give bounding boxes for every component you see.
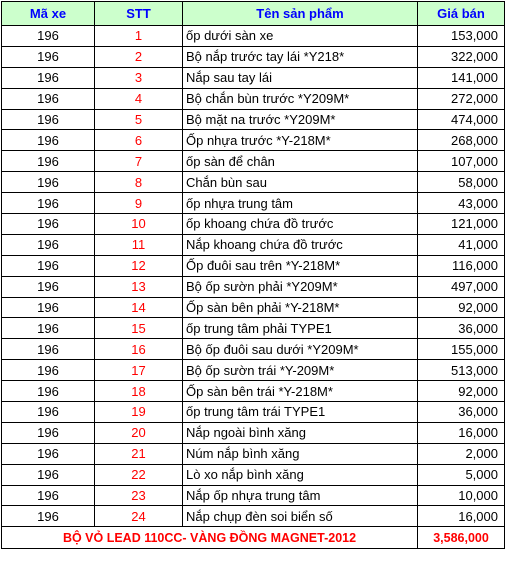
table-row bbox=[2, 109, 505, 130]
cell-ten-san-pham: ốp trung tâm phải TYPE1 bbox=[183, 318, 418, 339]
cell-ma-xe: 196 bbox=[2, 214, 95, 235]
cell-gia-ban: 16,000 bbox=[418, 422, 505, 443]
header-gia-ban: Giá bán bbox=[418, 2, 505, 26]
cell-gia-ban: 513,000 bbox=[418, 360, 505, 381]
cell-gia-ban: 41,000 bbox=[418, 234, 505, 255]
cell-ma-xe: 196 bbox=[2, 485, 95, 506]
table-row bbox=[2, 276, 505, 297]
cell-ma-xe: 196 bbox=[2, 318, 95, 339]
table-row bbox=[2, 26, 505, 47]
cell-gia-ban: 153,000 bbox=[418, 26, 505, 47]
cell-stt: 9 bbox=[95, 193, 183, 214]
cell-ma-xe: 196 bbox=[2, 422, 95, 443]
total-value: 3,586,000 bbox=[418, 527, 505, 549]
table-row bbox=[2, 506, 505, 527]
cell-ma-xe: 196 bbox=[2, 381, 95, 402]
cell-stt: 2 bbox=[95, 46, 183, 67]
table-row bbox=[2, 422, 505, 443]
table-row bbox=[2, 46, 505, 67]
cell-gia-ban: 16,000 bbox=[418, 506, 505, 527]
cell-gia-ban: 322,000 bbox=[418, 46, 505, 67]
total-label: BỘ VỎ LEAD 110CC- VÀNG ĐỒNG MAGNET-2012 bbox=[2, 527, 418, 549]
header-ten-san-pham: Tên sản phẩm bbox=[183, 2, 418, 26]
table-row bbox=[2, 88, 505, 109]
cell-gia-ban: 497,000 bbox=[418, 276, 505, 297]
table-row bbox=[2, 67, 505, 88]
cell-ten-san-pham: Nắp khoang chứa đồ trước bbox=[183, 234, 418, 255]
cell-stt: 24 bbox=[95, 506, 183, 527]
cell-stt: 22 bbox=[95, 464, 183, 485]
cell-ten-san-pham: Bộ nắp trước tay lái *Y218* bbox=[183, 46, 418, 67]
cell-ma-xe: 196 bbox=[2, 46, 95, 67]
cell-ma-xe: 196 bbox=[2, 255, 95, 276]
table-row bbox=[2, 172, 505, 193]
cell-stt: 14 bbox=[95, 297, 183, 318]
cell-gia-ban: 474,000 bbox=[418, 109, 505, 130]
cell-gia-ban: 268,000 bbox=[418, 130, 505, 151]
table-body bbox=[2, 26, 505, 527]
cell-stt: 19 bbox=[95, 402, 183, 423]
cell-stt: 1 bbox=[95, 26, 183, 47]
cell-gia-ban: 10,000 bbox=[418, 485, 505, 506]
cell-stt: 17 bbox=[95, 360, 183, 381]
cell-ten-san-pham: Nắp sau tay lái bbox=[183, 67, 418, 88]
cell-stt: 6 bbox=[95, 130, 183, 151]
cell-gia-ban: 116,000 bbox=[418, 255, 505, 276]
cell-ten-san-pham: Ốp sàn bên phải *Y-218M* bbox=[183, 297, 418, 318]
cell-ten-san-pham: ốp khoang chứa đồ trước bbox=[183, 214, 418, 235]
cell-ten-san-pham: Nắp ngoài bình xăng bbox=[183, 422, 418, 443]
cell-gia-ban: 43,000 bbox=[418, 193, 505, 214]
table-row bbox=[2, 381, 505, 402]
cell-stt: 15 bbox=[95, 318, 183, 339]
table-header bbox=[2, 2, 505, 26]
cell-ten-san-pham: Ốp nhựa trước *Y-218M* bbox=[183, 130, 418, 151]
cell-ma-xe: 196 bbox=[2, 443, 95, 464]
cell-stt: 5 bbox=[95, 109, 183, 130]
cell-stt: 20 bbox=[95, 422, 183, 443]
cell-gia-ban: 92,000 bbox=[418, 381, 505, 402]
cell-ma-xe: 196 bbox=[2, 234, 95, 255]
cell-ma-xe: 196 bbox=[2, 297, 95, 318]
cell-gia-ban: 107,000 bbox=[418, 151, 505, 172]
table-row bbox=[2, 193, 505, 214]
cell-ma-xe: 196 bbox=[2, 506, 95, 527]
table-row bbox=[2, 360, 505, 381]
cell-ten-san-pham: Núm nắp bình xăng bbox=[183, 443, 418, 464]
table-row bbox=[2, 130, 505, 151]
cell-stt: 3 bbox=[95, 67, 183, 88]
cell-ma-xe: 196 bbox=[2, 88, 95, 109]
cell-ma-xe: 196 bbox=[2, 339, 95, 360]
cell-ten-san-pham: Bộ ốp sườn phải *Y209M* bbox=[183, 276, 418, 297]
table-row bbox=[2, 297, 505, 318]
table-row bbox=[2, 443, 505, 464]
cell-stt: 12 bbox=[95, 255, 183, 276]
table-row bbox=[2, 402, 505, 423]
cell-gia-ban: 121,000 bbox=[418, 214, 505, 235]
cell-stt: 23 bbox=[95, 485, 183, 506]
cell-ma-xe: 196 bbox=[2, 130, 95, 151]
table-row bbox=[2, 214, 505, 235]
header-stt: STT bbox=[95, 2, 183, 26]
cell-gia-ban: 141,000 bbox=[418, 67, 505, 88]
cell-gia-ban: 36,000 bbox=[418, 318, 505, 339]
cell-ma-xe: 196 bbox=[2, 67, 95, 88]
cell-stt: 11 bbox=[95, 234, 183, 255]
cell-gia-ban: 155,000 bbox=[418, 339, 505, 360]
table-row bbox=[2, 255, 505, 276]
table-row bbox=[2, 485, 505, 506]
cell-ten-san-pham: Nắp chụp đèn soi biển số bbox=[183, 506, 418, 527]
table-row bbox=[2, 464, 505, 485]
cell-stt: 18 bbox=[95, 381, 183, 402]
cell-ma-xe: 196 bbox=[2, 276, 95, 297]
cell-ma-xe: 196 bbox=[2, 26, 95, 47]
cell-ten-san-pham: Nắp ốp nhựa trung tâm bbox=[183, 485, 418, 506]
cell-gia-ban: 2,000 bbox=[418, 443, 505, 464]
cell-gia-ban: 58,000 bbox=[418, 172, 505, 193]
table-footer bbox=[2, 527, 505, 549]
cell-stt: 4 bbox=[95, 88, 183, 109]
cell-gia-ban: 92,000 bbox=[418, 297, 505, 318]
cell-ten-san-pham: Chắn bùn sau bbox=[183, 172, 418, 193]
total-row bbox=[2, 527, 505, 549]
cell-stt: 21 bbox=[95, 443, 183, 464]
cell-ten-san-pham: Bộ mặt na trước *Y209M* bbox=[183, 109, 418, 130]
cell-ma-xe: 196 bbox=[2, 193, 95, 214]
cell-ten-san-pham: Ốp sàn bên trái *Y-218M* bbox=[183, 381, 418, 402]
cell-ma-xe: 196 bbox=[2, 151, 95, 172]
table-row bbox=[2, 318, 505, 339]
cell-ten-san-pham: Bộ ốp đuôi sau dưới *Y209M* bbox=[183, 339, 418, 360]
cell-ma-xe: 196 bbox=[2, 464, 95, 485]
cell-ten-san-pham: Bộ ốp sườn trái *Y-209M* bbox=[183, 360, 418, 381]
header-ma-xe: Mã xe bbox=[2, 2, 95, 26]
cell-ten-san-pham: ốp sàn để chân bbox=[183, 151, 418, 172]
cell-stt: 7 bbox=[95, 151, 183, 172]
cell-stt: 8 bbox=[95, 172, 183, 193]
cell-ten-san-pham: ốp trung tâm trái TYPE1 bbox=[183, 402, 418, 423]
table-row bbox=[2, 151, 505, 172]
cell-gia-ban: 272,000 bbox=[418, 88, 505, 109]
cell-ten-san-pham: Lò xo nắp bình xăng bbox=[183, 464, 418, 485]
cell-ma-xe: 196 bbox=[2, 402, 95, 423]
parts-price-table bbox=[1, 1, 505, 549]
cell-gia-ban: 36,000 bbox=[418, 402, 505, 423]
cell-ten-san-pham: ốp nhựa trung tâm bbox=[183, 193, 418, 214]
cell-ma-xe: 196 bbox=[2, 109, 95, 130]
cell-ma-xe: 196 bbox=[2, 360, 95, 381]
cell-ma-xe: 196 bbox=[2, 172, 95, 193]
cell-stt: 16 bbox=[95, 339, 183, 360]
cell-ten-san-pham: Bộ chắn bùn trước *Y209M* bbox=[183, 88, 418, 109]
table-row bbox=[2, 234, 505, 255]
cell-stt: 10 bbox=[95, 214, 183, 235]
table-row bbox=[2, 339, 505, 360]
header-row bbox=[2, 2, 505, 26]
cell-stt: 13 bbox=[95, 276, 183, 297]
cell-ten-san-pham: ốp dưới sàn xe bbox=[183, 26, 418, 47]
cell-gia-ban: 5,000 bbox=[418, 464, 505, 485]
cell-ten-san-pham: Ốp đuôi sau trên *Y-218M* bbox=[183, 255, 418, 276]
